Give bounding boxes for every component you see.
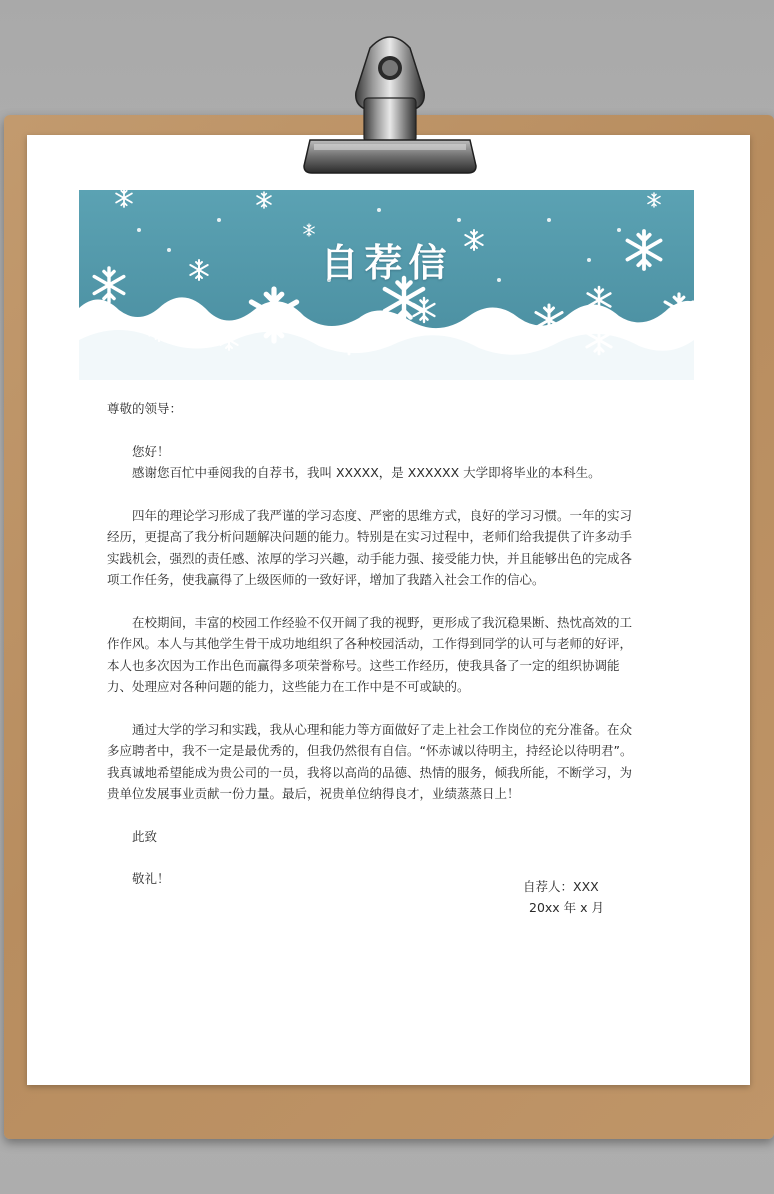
greeting: 您好！ (132, 443, 170, 459)
paragraph-prepared: 通过大学的学习和实践，我从心理和能力等方面做好了走上社会工作岗位的充分准备。在众多应聘者中，我不一定是最优秀的，但我仍然很有自信。“怀赤诚以待明主，持经论以待明君”。我真诚地希望能成为贵公司的一员，我将以高尚的品德、热情的服务，倾我所能，不断学习，为贵单位发展事业贡献一份力量。最后，祝贵单位纳得良才，业绩蒸蒸日上！ (107, 721, 633, 801)
header-banner (79, 190, 694, 380)
closing-jingli: 敬礼！ (132, 871, 170, 886)
paragraph-campus: 在校期间，丰富的校园工作经验不仅开阔了我的视野，更形成了我沉稳果断、热忱高效的工作作风。本人与其他学生骨干成功地组织了各种校园活动，工作得到同学的认可与老师的好评，本人也多次因为工作出色而赢得多项荣誉称号。这些工作经历，使我具备了一定的组织协调能力、处理应对各种问题的能力，这些能力在工作中是不可或缺的。 (107, 614, 633, 694)
date-line: 20xx 年 x 月 (529, 900, 605, 915)
closing-cizhi: 此致 (132, 828, 158, 844)
intro-paragraph: 感谢您百忙中垂阅我的自荐书，我叫 XXXXX，是 XXXXXX 大学即将毕业的本科生。 (132, 465, 601, 480)
snow-dot (217, 218, 221, 222)
signature: 自荐人：XXX (523, 879, 599, 894)
snow-dot (547, 218, 551, 222)
binder-clip-icon (300, 28, 480, 178)
letter-body (107, 398, 643, 890)
snow-dot (377, 208, 381, 212)
snow-dot (457, 218, 461, 222)
salutation: 尊敬的领导： (107, 401, 183, 416)
paragraph-study: 四年的理论学习形成了我严谨的学习态度、严密的思维方式，良好的学习习惯。一年的实习经历，更提高了我分析问题解决问题的能力。特别是在实习过程中，老师们给我提供了许多动手实践机会，强烈的责任感、浓厚的学习兴趣，动手能力强、接受能力快，并且能够出色的完成各项工作任务，使我赢得了上级医师的一致好评，增加了我踏入社会工作的信心。 (107, 507, 633, 587)
page-title: 自荐信 (320, 240, 453, 285)
